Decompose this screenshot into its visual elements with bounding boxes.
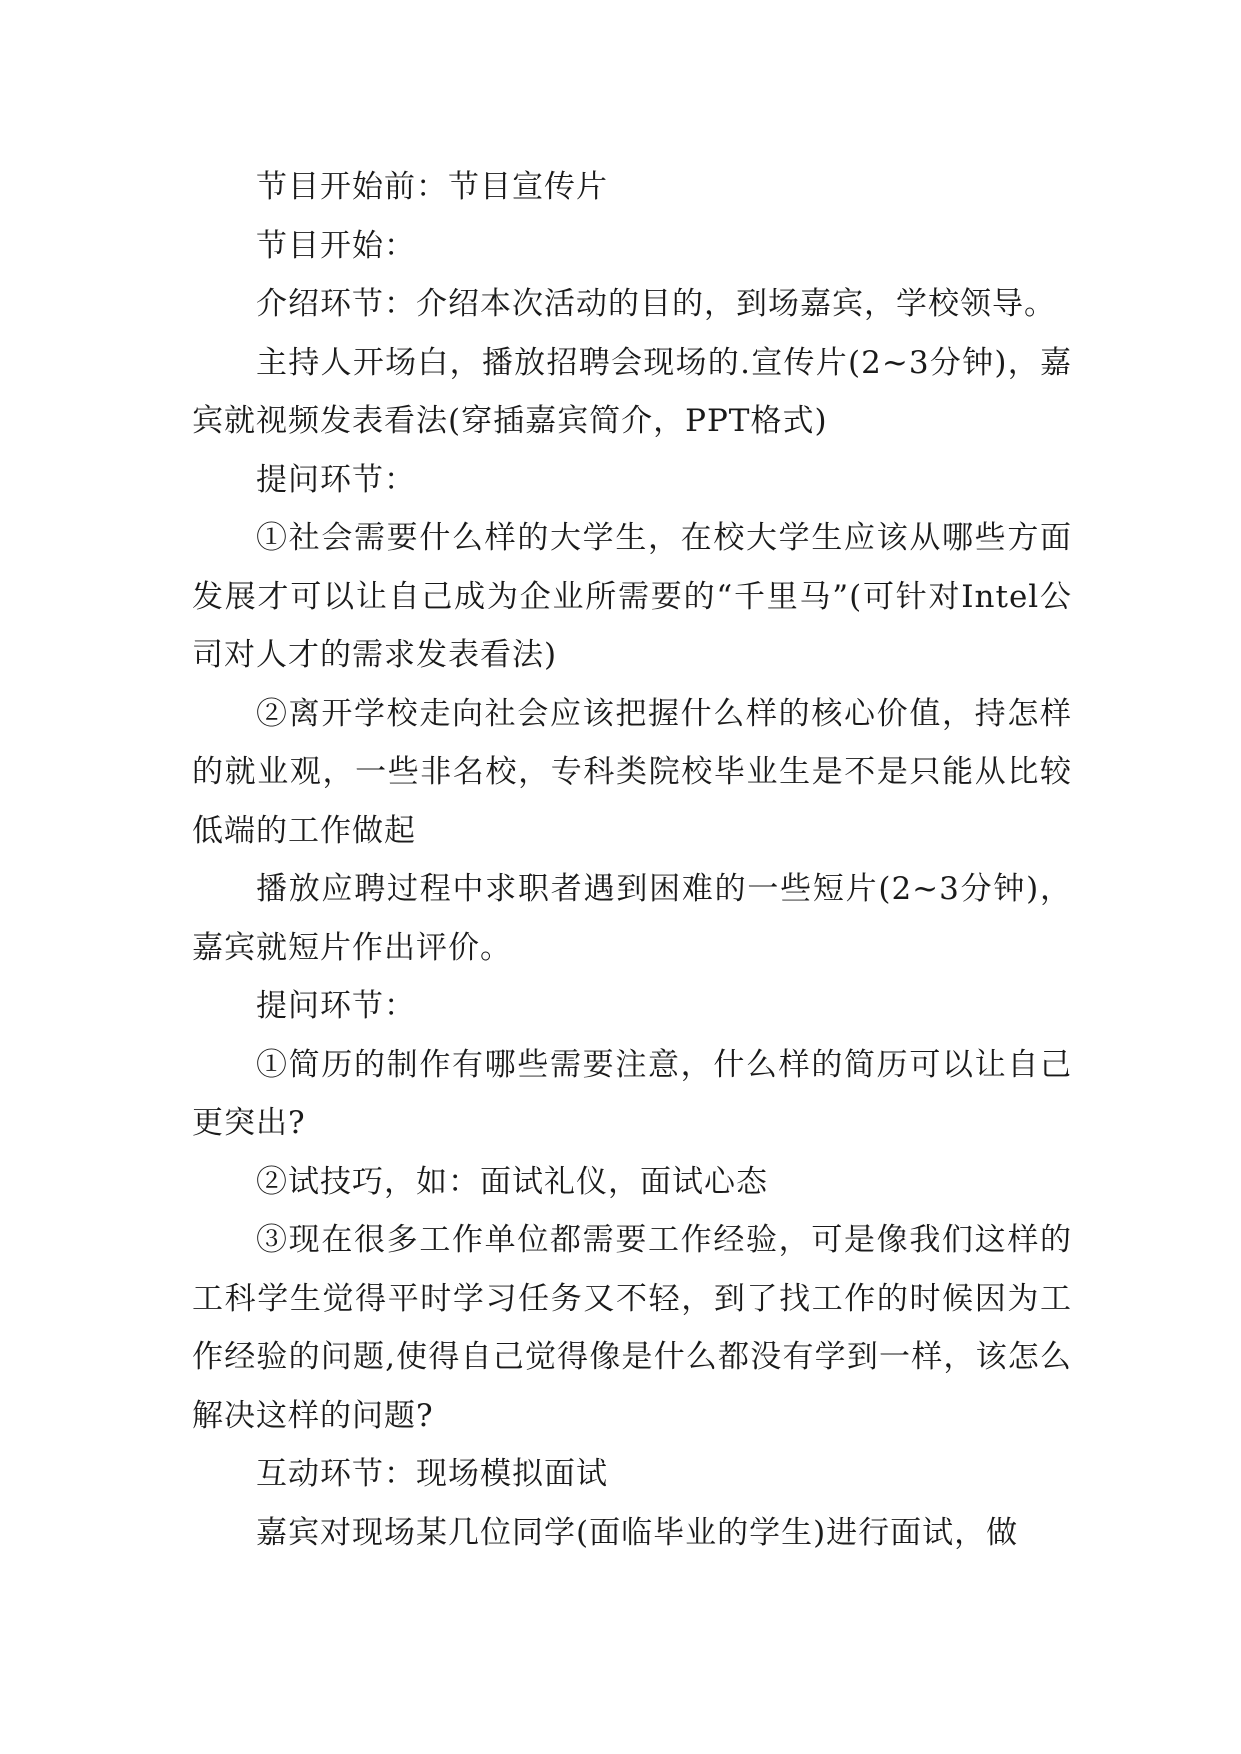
paragraph-question-2: ②离开学校走向社会应该把握什么样的核心价值，持怎样的就业观，一些非名校，专科类院校毕业生是不是只能从比较低端的工作做起 (192, 695, 1072, 849)
paragraph-resume-question: ①简历的制作有哪些需要注意，什么样的简历可以让自己更突出? (192, 1046, 1072, 1141)
document-body (192, 158, 1072, 1562)
paragraph-interview-skills: ②试技巧，如：面试礼仪，面试心态 (256, 1163, 768, 1200)
paragraph-question-1: ①社会需要什么样的大学生，在校大学生应该从哪些方面发展才可以让自己成为企业所需要的“千里马”(可针对Intel公司对人才的需求发表看法) (192, 520, 1072, 673)
paragraph-program-preroll: 节目开始前：节目宣传片 (256, 169, 608, 205)
paragraph-short-film: 播放应聘过程中求职者遇到困难的一些短片(2~3分钟)，嘉宾就短片作出评价。 (192, 871, 1072, 966)
paragraph-host-opening: 主持人开场白，播放招聘会现场的.宣传片(2~3分钟)，嘉宾就视频发表看法(穿插嘉宾简介，PPT格式) (192, 344, 1072, 439)
paragraph-question-section-heading: 提问环节： (256, 461, 416, 498)
paragraph-work-experience-question: ③现在很多工作单位都需要工作经验，可是像我们这样的工科学生觉得平时学习任务又不轻，到了找工作的时候因为工作经验的问题,使得自己觉得像是什么都没有学到一样，该怎么解决这样的问题? (192, 1222, 1072, 1434)
paragraph-program-start: 节目开始： (256, 227, 416, 264)
paragraph-interaction-section: 互动环节：现场模拟面试 (256, 1456, 608, 1492)
paragraph-introduction: 介绍环节：介绍本次活动的目的，到场嘉宾，学校领导。 (256, 286, 1056, 322)
paragraph-mock-interview: 嘉宾对现场某几位同学(面临毕业的学生)进行面试，做 (256, 1514, 1019, 1551)
paragraph-question-section-heading-2: 提问环节： (256, 988, 416, 1024)
